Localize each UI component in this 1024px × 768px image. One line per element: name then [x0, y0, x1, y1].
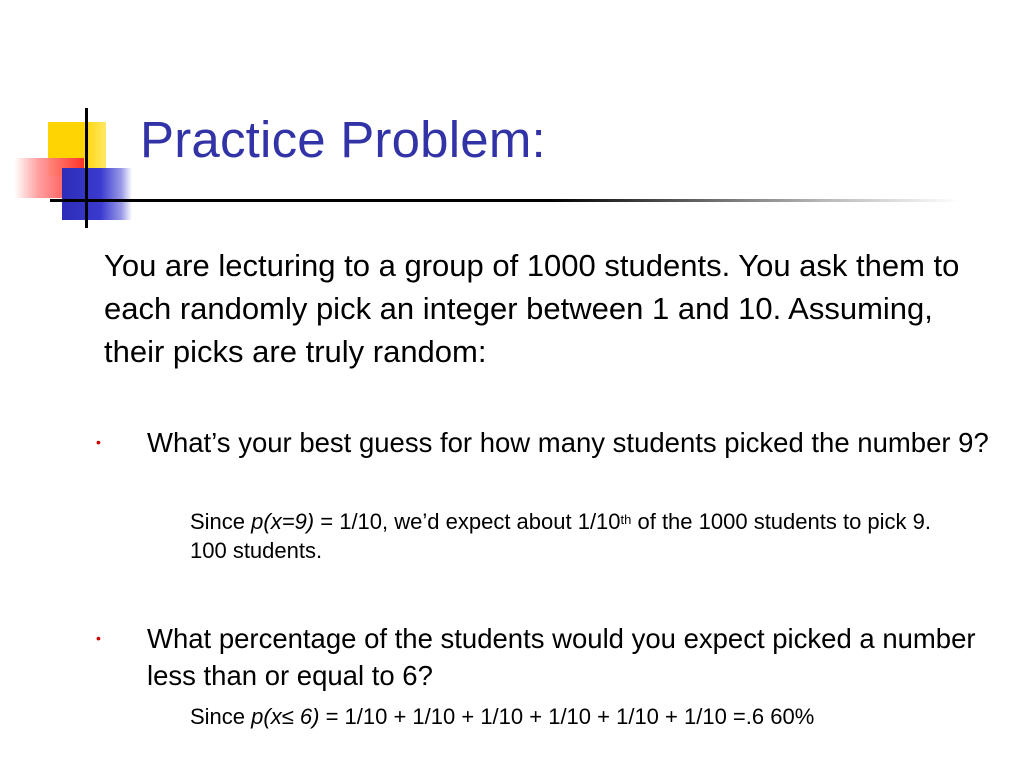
decor-blue-square: [62, 168, 132, 220]
intro-paragraph: You are lecturing to a group of 1000 students. You ask them to each randomly pick an integer between 1 and 10. Assuming, their picks are truly random:: [104, 248, 960, 369]
answer-text: = 1/10 + 1/10 + 1/10 + 1/10 + 1/10 + 1/10 =.6 60%: [319, 704, 815, 729]
sub-answer-1: [190, 507, 970, 565]
title-underline: [50, 199, 960, 202]
sub-answer-2: [190, 702, 970, 731]
answer-prefix: Since: [190, 704, 252, 729]
superscript: th: [620, 512, 632, 527]
probability-expression: p(x=9): [251, 509, 315, 534]
answer-tail: of the 1000 students to pick 9. 100 students.: [190, 509, 932, 563]
decor-vertical-line: [85, 108, 88, 228]
answer-text: = 1/10, we’d expect about 1/10: [314, 509, 621, 534]
bullet-item-2: [96, 620, 997, 694]
bullet-item-1: [96, 424, 997, 461]
bullet-dot-icon: •: [96, 434, 101, 450]
bullet-text: What percentage of the students would you expect picked a number less than or equal to 6?: [147, 623, 976, 691]
answer-prefix: Since: [190, 509, 252, 534]
bullet-text: What’s your best guess for how many students picked the number 9?: [147, 427, 989, 458]
slide-title: Practice Problem:: [140, 111, 546, 168]
bullet-dot-icon: •: [96, 630, 101, 646]
probability-expression: p(x≤ 6): [251, 704, 320, 729]
